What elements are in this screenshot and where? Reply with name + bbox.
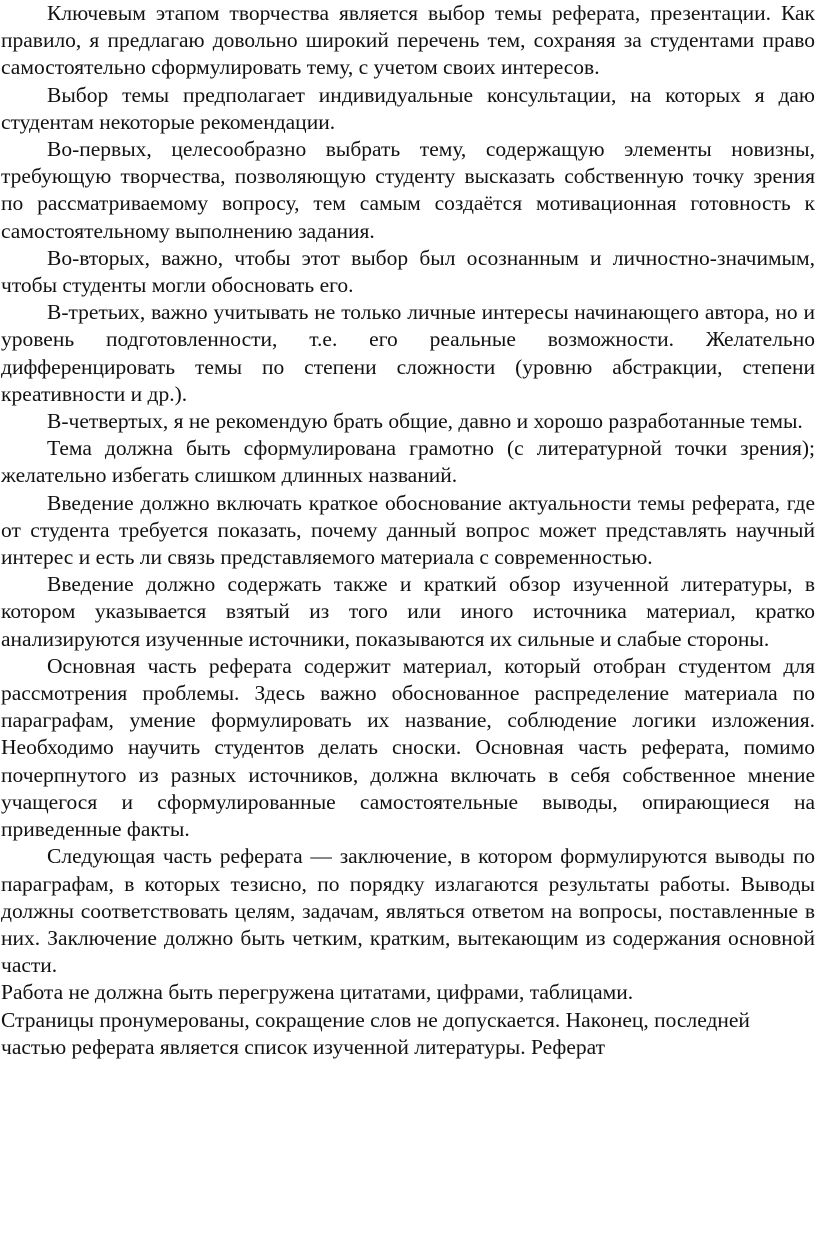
paragraph-firstly: Во-первых, целесообразно выбрать тему, содержащую элементы новизны, требующую творчества, позволяющую студенту высказать собственную точку зрения по рассматриваемому вопросу, тем самым создаётся мотивационная готовность к самостоятельному выполнению задания. — [1, 137, 815, 243]
paragraph-conclusion: Следующая часть реферата — заключение, в котором формулируются выводы по параграфам, в которых тезисно, по порядку излагаются результаты работы. Выводы должны соответствовать целям, задачам, являться ответом на вопросы, поставленные в них. Заключение должно быть четким, кратким, вытекающим из содержания основной части. — [1, 844, 815, 978]
paragraph-introduction-relevance: Введение должно включать краткое обоснование актуальности темы реферата, где от студента требуется показать, почему данный вопрос может представлять научный интерес и есть ли связь представляемого материала с современностью. — [1, 490, 815, 570]
paragraph-citations: Работа не должна быть перегружена цитатами, цифрами, таблицами. — [1, 980, 634, 1005]
paragraph-secondly: Во-вторых, важно, чтобы этот выбор был осознанным и личностно-значимым, чтобы студенты могли обосновать его. — [1, 245, 815, 298]
paragraph-pages-literature: Страницы пронумерованы, сокращение слов не допускается. Наконец, последней частью реферата является список изученной литературы. Реферат — [1, 1007, 750, 1059]
paragraph-main-part: Основная часть реферата содержит материал, который отобран студентом для рассмотрения проблемы. Здесь важно обоснованное распределение материала по параграфам, умение формулировать их название, соблюдение логики изложения. Необходимо научить студентов делать сноски. Основная часть реферата, помимо почерпнутого из разных источников, должна включать в себя собственное мнение учащегося и сформулированные самостоятельные выводы, опирающиеся на приведенные факты. — [1, 653, 815, 842]
paragraph-introduction-review: Введение должно содержать также и краткий обзор изученной литературы, в котором указывается взятый из того или иного источника материал, кратко анализируются изученные источники, показываются их сильные и слабые стороны. — [1, 572, 815, 651]
paragraph-fourthly: В-четвертых, я не рекомендую брать общие, давно и хорошо разработанные темы. — [47, 409, 803, 434]
paragraph-topic-wording: Тема должна быть сформулирована грамотно (с литературной точки зрения); желательно избегать слишком длинных названий. — [1, 436, 815, 488]
paragraph-thirdly: В-третьих, важно учитывать не только личные интересы начинающего автора, но и уровень подготовленности, т.е. его реальные возможности. Желательно дифференцировать темы по степени сложности (уровню абстракции, степени креативности и др.). — [1, 300, 815, 406]
paragraph-consultations: Выбор темы предполагает индивидуальные консультации, на которых я даю студентам некоторые рекомендации. — [1, 82, 815, 134]
paragraph-topic-choice: Ключевым этапом творчества является выбор темы реферата, презентации. Как правило, я предлагаю довольно широкий перечень тем, сохраняя за студентами право самостоятельно сформулировать тему, с учетом своих интересов. — [1, 1, 815, 80]
